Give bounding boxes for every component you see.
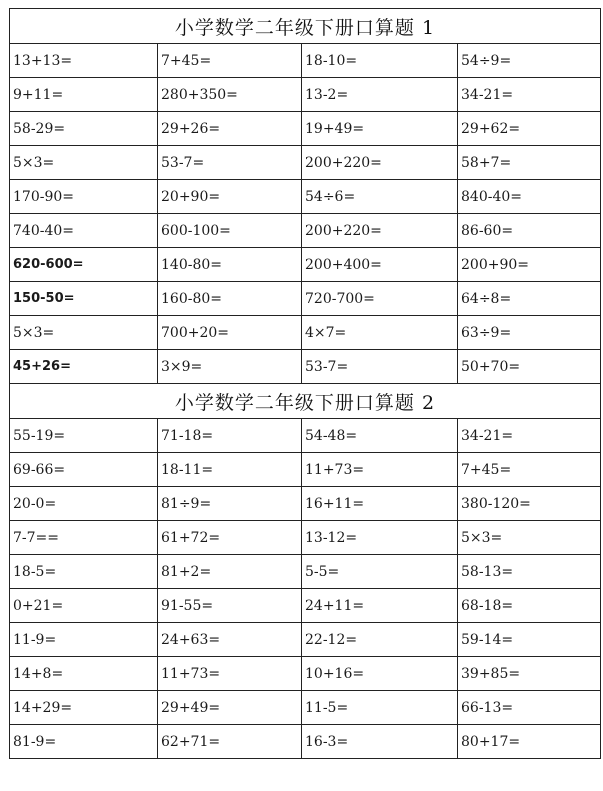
problem-cell: 55-19= — [10, 419, 158, 453]
problem-cell: 54÷6= — [302, 180, 458, 214]
problem-cell: 54÷9= — [458, 44, 600, 78]
problem-cell: 18-10= — [302, 44, 458, 78]
problem-cell: 54-48= — [302, 419, 458, 453]
section-1 — [10, 9, 600, 384]
problem-cell: 61+72= — [158, 521, 302, 555]
problem-cell: 160-80= — [158, 282, 302, 316]
problem-cell: 34-21= — [458, 419, 600, 453]
problem-cell: 66-13= — [458, 691, 600, 725]
problem-cell: 150-50= — [10, 282, 158, 316]
problem-cell: 720-700= — [302, 282, 458, 316]
problem-cell: 140-80= — [158, 248, 302, 282]
problem-cell: 81-9= — [10, 725, 158, 759]
problem-cell: 20-0= — [10, 487, 158, 521]
problem-cell: 19+49= — [302, 112, 458, 146]
problem-cell: 13-2= — [302, 78, 458, 112]
problem-cell: 5-5= — [302, 555, 458, 589]
problem-cell: 11+73= — [302, 453, 458, 487]
worksheet — [9, 8, 601, 759]
problem-cell: 18-5= — [10, 555, 158, 589]
problem-cell: 280+350= — [158, 78, 302, 112]
problem-cell: 700+20= — [158, 316, 302, 350]
problem-cell: 0+21= — [10, 589, 158, 623]
section-title: 小学数学二年级下册口算题 2 — [10, 384, 600, 419]
problem-cell: 14+8= — [10, 657, 158, 691]
problem-cell: 29+62= — [458, 112, 600, 146]
problem-cell: 58+7= — [458, 146, 600, 180]
problem-cell: 7+45= — [158, 44, 302, 78]
problem-cell: 45+26= — [10, 350, 158, 384]
section-title: 小学数学二年级下册口算题 1 — [10, 9, 600, 44]
problem-cell: 29+49= — [158, 691, 302, 725]
problem-cell: 63÷9= — [458, 316, 600, 350]
problem-cell: 68-18= — [458, 589, 600, 623]
problem-cell: 200+220= — [302, 214, 458, 248]
problem-cell: 16-3= — [302, 725, 458, 759]
problem-cell: 3×9= — [158, 350, 302, 384]
problem-cell: 600-100= — [158, 214, 302, 248]
problem-cell: 50+70= — [458, 350, 600, 384]
problem-cell: 13+13= — [10, 44, 158, 78]
problem-cell: 14+29= — [10, 691, 158, 725]
problem-cell: 11+73= — [158, 657, 302, 691]
problem-cell: 64÷8= — [458, 282, 600, 316]
problem-cell: 380-120= — [458, 487, 600, 521]
problem-cell: 91-55= — [158, 589, 302, 623]
problem-cell: 200+400= — [302, 248, 458, 282]
problem-cell: 18-11= — [158, 453, 302, 487]
problem-cell: 4×7= — [302, 316, 458, 350]
problem-cell: 59-14= — [458, 623, 600, 657]
problem-cell: 16+11= — [302, 487, 458, 521]
problem-cell: 20+90= — [158, 180, 302, 214]
problem-cell: 10+16= — [302, 657, 458, 691]
problem-cell: 81+2= — [158, 555, 302, 589]
problem-cell: 5×3= — [458, 521, 600, 555]
problem-cell: 53-7= — [302, 350, 458, 384]
section-2 — [10, 384, 600, 759]
problem-cell: 58-29= — [10, 112, 158, 146]
problem-cell: 71-18= — [158, 419, 302, 453]
problem-cell: 22-12= — [302, 623, 458, 657]
problem-cell: 69-66= — [10, 453, 158, 487]
problem-cell: 11-9= — [10, 623, 158, 657]
problem-cell: 62+71= — [158, 725, 302, 759]
problem-cell: 34-21= — [458, 78, 600, 112]
problem-cell: 840-40= — [458, 180, 600, 214]
problem-cell: 5×3= — [10, 316, 158, 350]
problem-cell: 200+220= — [302, 146, 458, 180]
problem-cell: 9+11= — [10, 78, 158, 112]
problem-cell: 5×3= — [10, 146, 158, 180]
problem-cell: 53-7= — [158, 146, 302, 180]
problem-cell: 7+45= — [458, 453, 600, 487]
problem-cell: 170-90= — [10, 180, 158, 214]
problem-cell: 39+85= — [458, 657, 600, 691]
problem-cell: 86-60= — [458, 214, 600, 248]
problem-cell: 7-7== — [10, 521, 158, 555]
problem-cell: 740-40= — [10, 214, 158, 248]
problem-cell: 58-13= — [458, 555, 600, 589]
problem-cell: 81÷9= — [158, 487, 302, 521]
problem-cell: 29+26= — [158, 112, 302, 146]
problem-cell: 24+63= — [158, 623, 302, 657]
problem-cell: 80+17= — [458, 725, 600, 759]
problem-cell: 620-600= — [10, 248, 158, 282]
problem-grid — [10, 419, 600, 759]
problem-cell: 13-12= — [302, 521, 458, 555]
problem-cell: 200+90= — [458, 248, 600, 282]
problem-grid — [10, 44, 600, 384]
problem-cell: 24+11= — [302, 589, 458, 623]
problem-cell: 11-5= — [302, 691, 458, 725]
